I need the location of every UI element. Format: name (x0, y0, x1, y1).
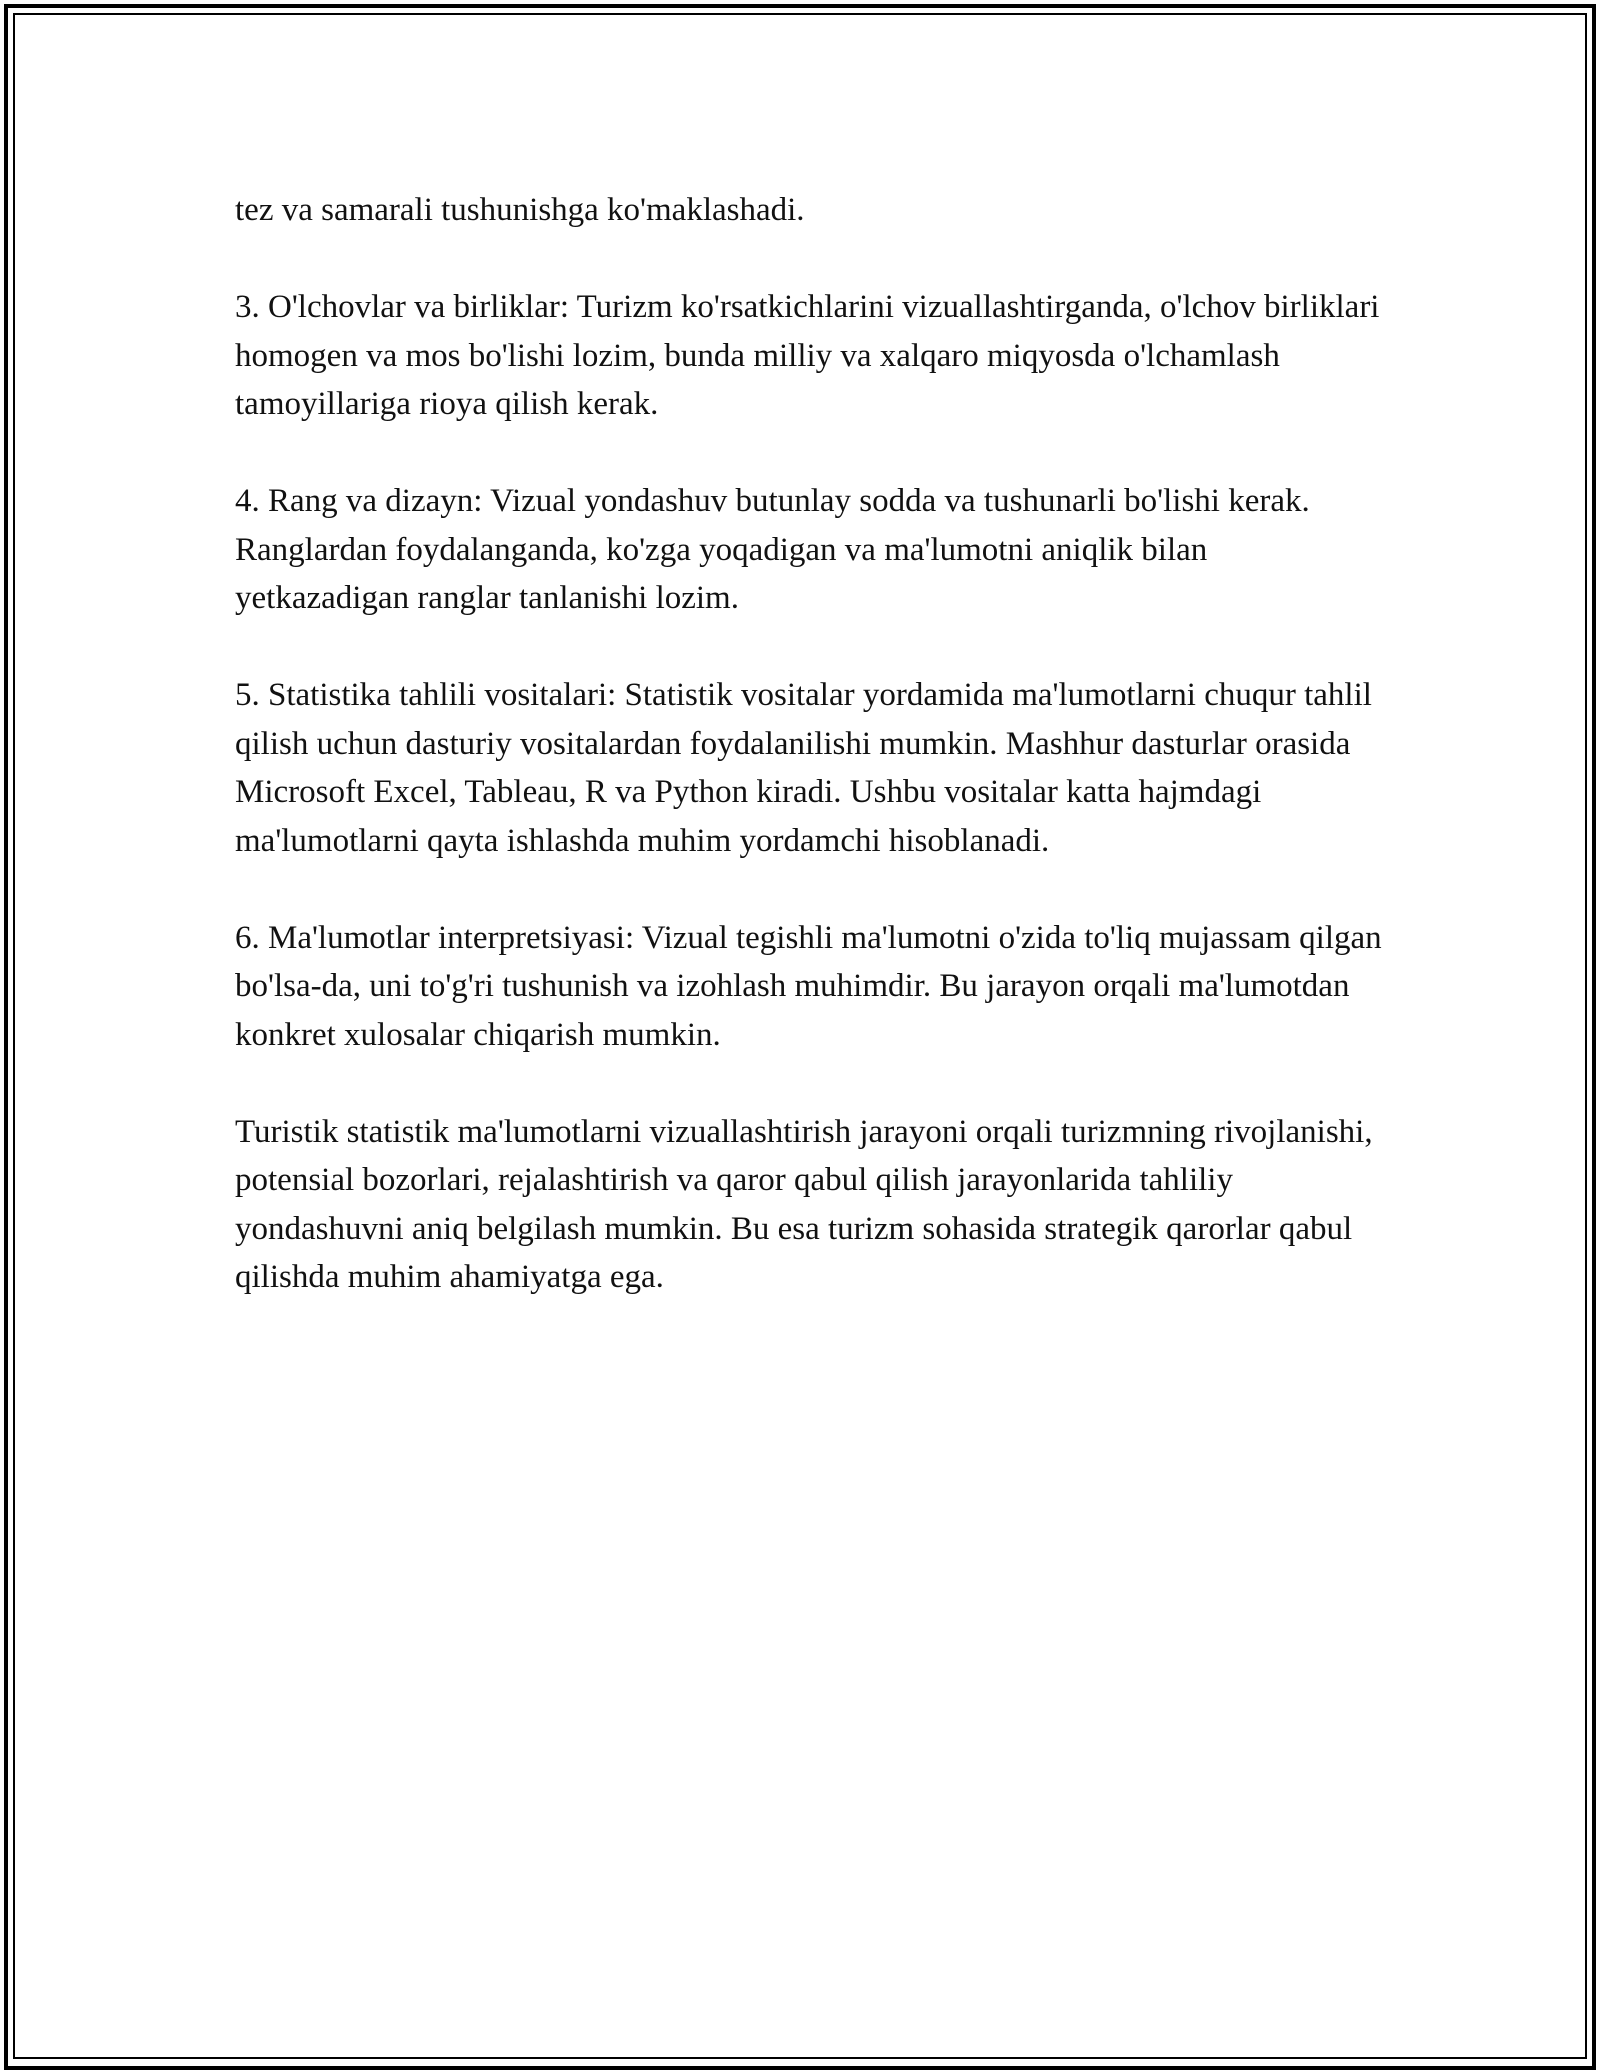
document-body (235, 186, 1385, 1350)
paragraph-data-interpretation: 6. Ma'lumotlar interpretsiyasi: Vizual tegishli ma'lumotni o'zida to'liq mujassam qilgan bo'lsa-da, uni to'g'ri tushunish va izohlash muhimdir. Bu jarayon orqali ma'lumotdan konkret xulosalar chiqarish mumkin. (235, 919, 1382, 1053)
paragraph-color-design: 4. Rang va dizayn: Vizual yondashuv butunlay sodda va tushunarli bo'lishi kerak. Ranglardan foydalanganda, ko'zga yoqadigan va ma'lumotni aniqlik bilan yetkazadigan ranglar tanlanishi lozim. (235, 483, 1310, 616)
paragraph-statistics-tools: 5. Statistika tahlili vositalari: Statistik vositalar yordamida ma'lumotlarni chuqur tahlil qilish uchun dasturiy vositalardan foydalanilishi mumkin. Mashhur dasturlar orasida Microsoft Excel, Tableau, R va Python kiradi. Ushbu vositalar katta hajmdagi ma'lumotlarni qayta ishlashda muhim yordamchi hisoblanadi. (235, 677, 1372, 859)
paragraph-measurements-units: 3. O'lchovlar va birliklar: Turizm ko'rsatkichlarini vizuallashtirganda, o'lchov birliklari homogen va mos bo'lishi lozim, bunda milliy va xalqaro miqyosda o'lchamlash tamoyillariga rioya qilish kerak. (235, 289, 1380, 422)
paragraph-continuation: tez va samarali tushunishga ko'maklashadi. (235, 192, 805, 228)
paragraph-conclusion: Turistik statistik ma'lumotlarni vizuallashtirish jarayoni orqali turizmning rivojlanishi, potensial bozorlari, rejalashtirish va qaror qabul qilish jarayonlarida tahliliy yondashuvni aniq belgilash mumkin. Bu esa turizm sohasida strategik qarorlar qabul qilishda muhim ahamiyatga ega. (235, 1113, 1373, 1295)
